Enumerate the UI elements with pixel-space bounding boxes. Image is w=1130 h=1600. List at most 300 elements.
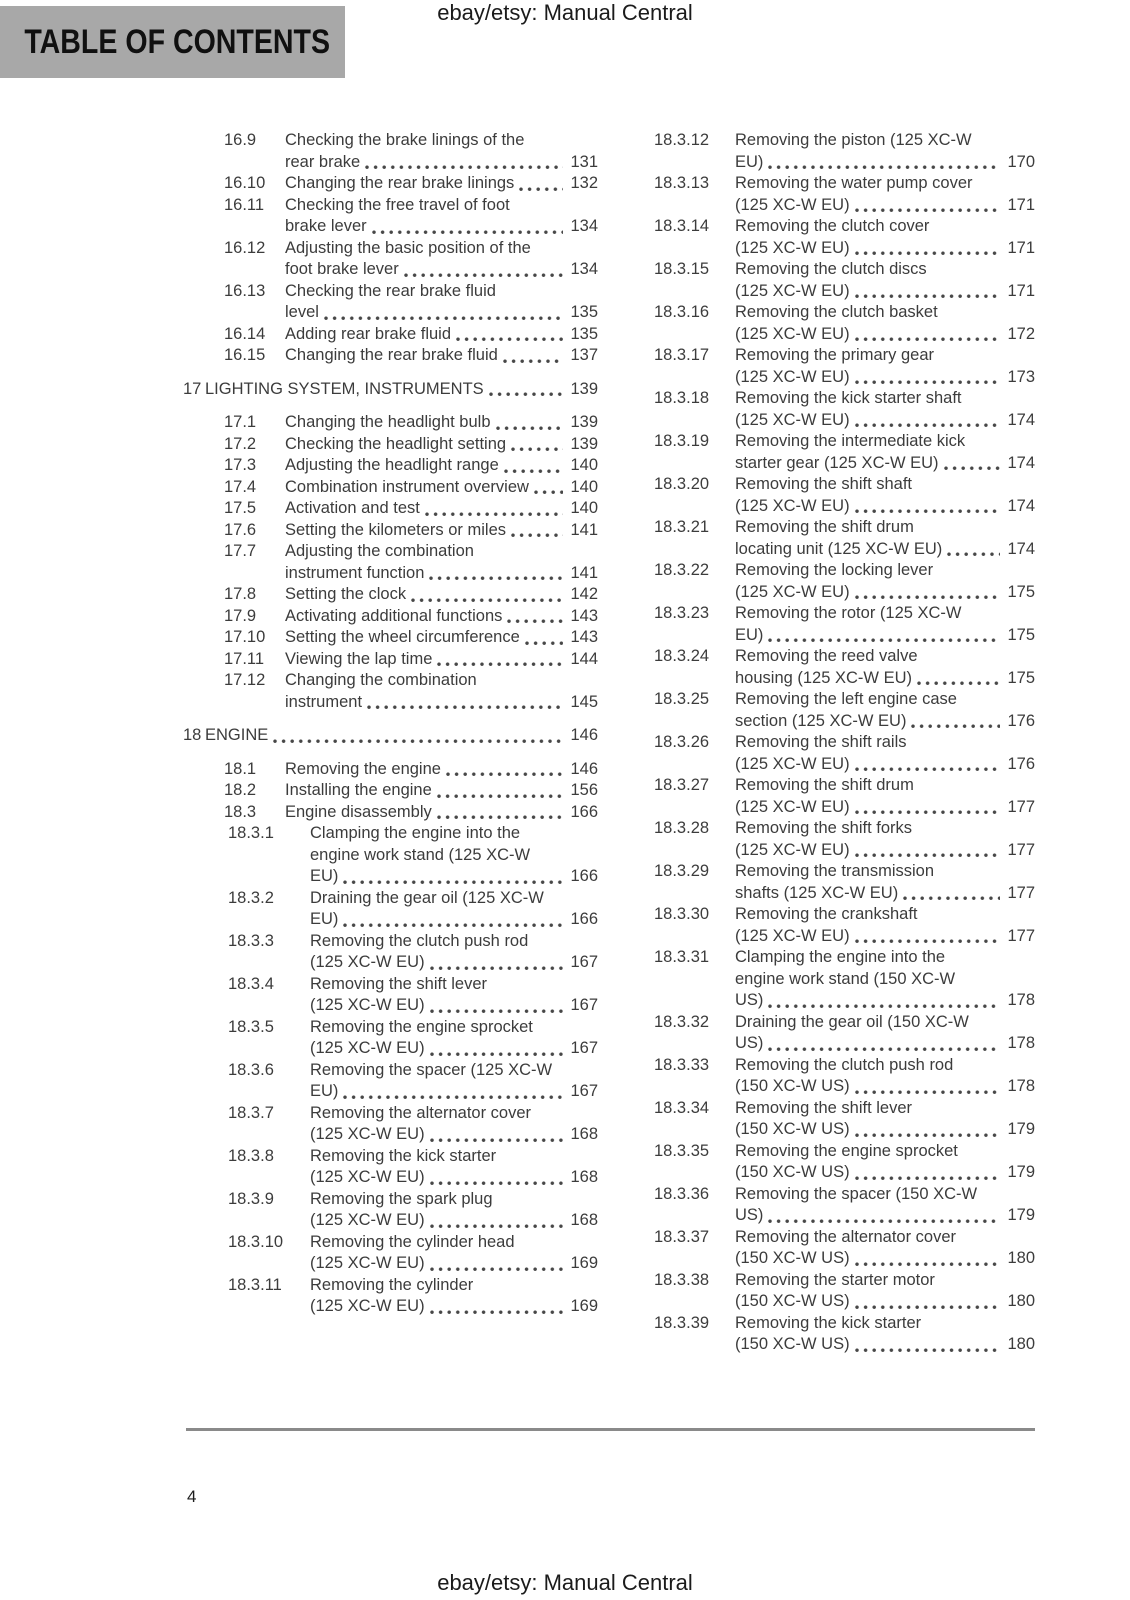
- toc-entry-lastline: [310, 1124, 598, 1146]
- toc-entry: [654, 517, 1035, 560]
- toc-entry-body: [310, 1103, 598, 1146]
- toc-entry-body: [285, 520, 598, 542]
- toc-entry-title: Changing the headlight bulb: [285, 413, 491, 431]
- toc-entry-line: Removing the shift shaft: [735, 475, 913, 493]
- toc-entry: [183, 649, 598, 671]
- toc-entry-title: LIGHTING SYSTEM, INSTRUMENTS: [205, 379, 484, 398]
- toc-entry-line: Checking the free travel of foot: [285, 195, 510, 214]
- dot-leader: [437, 794, 564, 799]
- toc-entry-body: [735, 818, 1035, 861]
- toc-entry-number: 18.3.14: [654, 217, 710, 235]
- toc-entry: [183, 412, 598, 434]
- toc-entry-lastline: [310, 1167, 598, 1189]
- toc-entry-title: (125 XC-W EU): [310, 1168, 425, 1186]
- toc-entry-lastline: [735, 1205, 1035, 1227]
- toc-entry-lastline: [735, 539, 1035, 561]
- toc-entry-body: [310, 1189, 598, 1232]
- dot-leader: [855, 853, 1001, 858]
- toc-entry-page: 143: [570, 606, 598, 625]
- toc-entry-number: 17.5: [224, 499, 257, 517]
- toc-entry-body: [735, 388, 1035, 431]
- toc-entry-body: [310, 1017, 598, 1060]
- dot-leader: [768, 165, 1000, 170]
- toc-entry-line: Adjusting the combination: [285, 542, 474, 560]
- toc-entry-page: 135: [570, 324, 598, 343]
- dot-leader: [430, 966, 564, 971]
- toc-entry-body: [310, 1275, 598, 1318]
- toc-entry-line: Removing the clutch push rod: [310, 931, 529, 950]
- toc-entry-number: 18.3.29: [654, 862, 710, 880]
- toc-entry-lastline: [285, 345, 598, 367]
- toc-entry-number: 18.3.4: [228, 974, 274, 993]
- toc-entry-page: 169: [570, 1297, 598, 1315]
- toc-entry: [183, 173, 598, 195]
- toc-entry-line: Removing the crankshaft: [735, 905, 918, 923]
- toc-entry-line: Removing the engine sprocket: [735, 1141, 958, 1160]
- toc-entry: [183, 1275, 598, 1318]
- toc-entry-body: [285, 627, 598, 649]
- dot-leader: [525, 641, 564, 646]
- dot-leader: [437, 815, 564, 820]
- toc-entry-line: Removing the alternator cover: [735, 1227, 957, 1246]
- toc-entry-number: 17.12: [224, 671, 266, 689]
- toc-entry-number: 18.3.8: [228, 1146, 274, 1165]
- toc-entry-line: Removing the primary gear: [735, 346, 934, 364]
- toc-entry-page: 146: [570, 726, 598, 744]
- toc-entry-number: 18.3.21: [654, 518, 710, 536]
- toc-entry-lastline: [205, 725, 598, 747]
- toc-entry: [654, 1141, 1035, 1184]
- toc-entry-body: [735, 1012, 1035, 1055]
- dot-leader: [855, 1305, 1001, 1310]
- toc-entry-page: 175: [1007, 625, 1035, 644]
- dot-leader: [430, 1267, 564, 1272]
- toc-entry: [183, 802, 598, 824]
- toc-entry-body: [285, 238, 598, 281]
- toc-entry-title: (125 XC-W EU): [735, 840, 850, 859]
- toc-entry-body: [285, 541, 598, 584]
- dot-leader: [429, 576, 563, 581]
- toc-entry-number: 17: [183, 379, 202, 398]
- toc-entry-lastline: [285, 498, 598, 520]
- toc-entry-title: housing (125 XC-W EU): [735, 668, 912, 687]
- toc-entry: [183, 627, 598, 649]
- dot-leader: [519, 187, 563, 192]
- toc-entry-title: Engine disassembly: [285, 802, 432, 821]
- toc-entry-line: Removing the spacer (125 XC-W: [310, 1060, 553, 1079]
- toc-entry-number: 18.3.1: [228, 824, 274, 842]
- toc-entry-line: engine work stand (150 XC-W: [735, 969, 956, 988]
- toc-entry: [183, 434, 598, 456]
- toc-entry-lastline: [735, 496, 1035, 518]
- dot-leader: [917, 681, 1000, 686]
- toc-entry-page: 172: [1007, 324, 1035, 343]
- toc-entry: [183, 974, 598, 1017]
- toc-entry-body: [285, 434, 598, 456]
- toc-entry-page: 171: [1007, 238, 1035, 257]
- toc-entry-number: 18.3.18: [654, 389, 710, 407]
- toc-entry: [183, 1146, 598, 1189]
- toc-entry-title: EU): [735, 625, 764, 644]
- toc-entry-number: 18.3.10: [228, 1232, 284, 1251]
- dot-leader: [446, 772, 564, 777]
- toc-entry-title: Installing the engine: [285, 781, 432, 799]
- toc-entry-line: Removing the kick starter: [735, 1313, 922, 1332]
- toc-entry: [654, 345, 1035, 388]
- toc-entry-lastline: [735, 926, 1035, 948]
- toc-entry-page: 131: [570, 152, 598, 171]
- dot-leader: [855, 294, 1001, 299]
- toc-entry-lastline: [310, 866, 598, 888]
- toc-entry-page: 137: [570, 346, 598, 364]
- toc-entry-page: 174: [1007, 496, 1035, 515]
- toc-entry-number: 16.9: [224, 131, 257, 149]
- dot-leader: [324, 316, 564, 321]
- dot-leader: [855, 251, 1001, 256]
- toc-entry: [183, 606, 598, 628]
- toc-entry-body: [310, 1060, 598, 1103]
- footer-divider: [186, 1428, 1035, 1431]
- dot-leader: [855, 423, 1001, 428]
- dot-leader: [855, 1262, 1001, 1267]
- toc-entry: [654, 388, 1035, 431]
- toc-entry-line: Removing the clutch discs: [735, 260, 927, 278]
- toc-entry-line: Removing the engine sprocket: [310, 1017, 533, 1036]
- toc-entry: [183, 1060, 598, 1103]
- toc-entry-title: Activation and test: [285, 499, 420, 517]
- toc-entry: [183, 281, 598, 324]
- toc-entry-title: (125 XC-W EU): [735, 797, 850, 816]
- toc-entry-page: 180: [1007, 1335, 1035, 1353]
- toc-entry-body: [285, 606, 598, 628]
- toc-entry: [183, 520, 598, 542]
- toc-entry-lastline: [285, 216, 598, 238]
- toc-entry-title: (125 XC-W EU): [735, 582, 850, 601]
- toc-entry-body: [310, 1146, 598, 1189]
- dot-leader: [855, 767, 1001, 772]
- toc-entry-lastline: [310, 1253, 598, 1275]
- toc-entry-body: [310, 823, 598, 888]
- dot-leader: [430, 1181, 564, 1186]
- toc-entry: [183, 1232, 598, 1275]
- toc-entry-page: 144: [570, 649, 598, 668]
- toc-entry-page: 177: [1007, 926, 1035, 945]
- toc-entry: [654, 861, 1035, 904]
- toc-entry-body: [735, 560, 1035, 603]
- toc-entry-number: 16.14: [224, 324, 266, 343]
- toc-entry-line: Clamping the engine into the: [310, 824, 521, 842]
- toc-entry-number: 18.3.33: [654, 1055, 710, 1074]
- toc-entry-lastline: [735, 1334, 1035, 1356]
- toc-entry-number: 18.3.37: [654, 1227, 710, 1246]
- toc-entry-page: 139: [570, 413, 598, 431]
- toc-entry-title: EU): [310, 867, 339, 885]
- toc-entry-body: [285, 759, 598, 781]
- dot-leader: [903, 896, 1000, 901]
- dot-leader: [855, 1133, 1001, 1138]
- dot-leader: [855, 939, 1001, 944]
- toc-entry: [654, 474, 1035, 517]
- toc-entry-title: EU): [310, 1082, 339, 1100]
- toc-entry-title: EU): [310, 910, 339, 928]
- dot-leader: [430, 1009, 564, 1014]
- toc-entry-line: Removing the spark plug: [310, 1189, 493, 1208]
- toc-entry-lastline: [735, 840, 1035, 862]
- toc-entry: [183, 780, 598, 802]
- toc-entry-page: 140: [570, 477, 598, 496]
- toc-entry: [183, 725, 598, 747]
- toc-entry-number: 18.3.30: [654, 905, 710, 923]
- toc-entry: [183, 345, 598, 367]
- toc-entry-line: Removing the shift lever: [735, 1098, 912, 1117]
- toc-entry: [183, 379, 598, 401]
- dot-leader: [768, 1047, 1000, 1052]
- toc-entry-line: Clamping the engine into the: [735, 948, 946, 966]
- toc-entry-lastline: [310, 1210, 598, 1232]
- dot-leader: [343, 1095, 563, 1100]
- toc-entry-page: 134: [570, 260, 598, 278]
- toc-entry-lastline: [285, 152, 598, 174]
- toc-entry-number: 18.3.27: [654, 776, 710, 794]
- dot-leader: [944, 466, 1001, 471]
- dot-leader: [404, 273, 564, 278]
- toc-entry-line: Removing the shift forks: [735, 819, 912, 837]
- toc-entry-lastline: [310, 1081, 598, 1103]
- dot-leader: [496, 426, 564, 431]
- toc-entry-title: Combination instrument overview: [285, 477, 529, 496]
- dot-leader: [507, 619, 563, 624]
- toc-entry-page: 167: [570, 1039, 598, 1057]
- toc-entry-lastline: [285, 455, 598, 477]
- toc-entry-number: 18.1: [224, 759, 257, 778]
- toc-entry-number: 17.8: [224, 585, 257, 603]
- toc-entry: [183, 541, 598, 584]
- toc-entry: [183, 498, 598, 520]
- toc-entry-body: [735, 302, 1035, 345]
- toc-entry-line: Draining the gear oil (125 XC-W: [310, 888, 544, 907]
- toc-entry-number: 17.7: [224, 542, 257, 560]
- toc-entry-number: 17.4: [224, 477, 257, 496]
- toc-entry-title: Changing the rear brake fluid: [285, 346, 498, 364]
- toc-entry-page: 134: [570, 217, 598, 235]
- toc-entry-number: 18.3.34: [654, 1098, 710, 1117]
- toc-entry-page: 178: [1007, 1034, 1035, 1052]
- toc-entry-title: rear brake: [285, 152, 361, 171]
- toc-entry-number: 17.9: [224, 606, 257, 625]
- toc-entry-lastline: [285, 324, 598, 346]
- dot-leader: [855, 1090, 1001, 1095]
- toc-entry-number: 18.3.20: [654, 475, 710, 493]
- toc-entry-body: [285, 195, 598, 238]
- toc-entry-page: 175: [1007, 668, 1035, 687]
- toc-entry-page: 135: [570, 303, 598, 321]
- toc-entry-title: (125 XC-W EU): [735, 281, 850, 300]
- toc-entry-page: 179: [1007, 1206, 1035, 1224]
- dot-leader: [343, 880, 563, 885]
- toc-entry-lastline: [735, 238, 1035, 260]
- dot-leader: [456, 337, 563, 342]
- toc-entry-lastline: [735, 668, 1035, 690]
- toc-entry-page: 166: [570, 910, 598, 928]
- toc-entry-lastline: [735, 195, 1035, 217]
- dot-leader: [430, 1224, 564, 1229]
- dot-leader: [855, 810, 1001, 815]
- toc-entry-number: 18.3.32: [654, 1012, 710, 1031]
- toc-entry-title: (150 XC-W US): [735, 1292, 850, 1310]
- toc-entry-line: Removing the piston (125 XC-W: [735, 131, 972, 149]
- toc-entry-title: instrument: [285, 692, 363, 711]
- toc-entry: [183, 477, 598, 499]
- toc-entry: [183, 1017, 598, 1060]
- toc-entry-title: (125 XC-W EU): [735, 754, 850, 773]
- dot-leader: [855, 1348, 1001, 1353]
- toc-entry: [654, 1313, 1035, 1356]
- dot-leader: [855, 595, 1001, 600]
- toc-entry-lastline: [285, 802, 598, 824]
- toc-entry-title: Checking the headlight setting: [285, 434, 507, 453]
- toc-entry-title: (125 XC-W EU): [735, 926, 850, 945]
- toc-entry-title: locating unit (125 XC-W EU): [735, 539, 943, 558]
- toc-entry-line: Removing the cylinder head: [310, 1232, 515, 1251]
- toc-entry-lastline: [310, 952, 598, 974]
- toc-entry-number: 18.3.12: [654, 131, 710, 149]
- toc-entry-page: 141: [570, 563, 598, 582]
- toc-entry-lastline: [285, 434, 598, 456]
- toc-entry-title: Setting the wheel circumference: [285, 628, 520, 646]
- toc-entry: [654, 689, 1035, 732]
- toc-entry-title: (125 XC-W EU): [310, 953, 425, 971]
- toc-entry-body: [735, 1098, 1035, 1141]
- toc-entry-lastline: [285, 520, 598, 542]
- toc-entry-body: [735, 345, 1035, 388]
- toc-entry-title: level: [285, 303, 319, 321]
- toc-entry-number: 18.3.5: [228, 1017, 274, 1036]
- toc-entry-body: [310, 974, 598, 1017]
- toc-entry-line: Adjusting the basic position of the: [285, 238, 531, 257]
- toc-entry-title: Adjusting the headlight range: [285, 456, 499, 474]
- toc-entry-line: Removing the spacer (150 XC-W: [735, 1184, 978, 1203]
- toc-entry-line: Removing the reed valve: [735, 647, 918, 665]
- toc-entry-lastline: [735, 625, 1035, 647]
- toc-entry-body: [735, 431, 1035, 474]
- toc-entry-number: 17.10: [224, 628, 266, 646]
- toc-entry-line: Removing the left engine case: [735, 690, 957, 708]
- toc-entry-line: Removing the shift drum: [735, 518, 914, 536]
- toc-entry-body: [735, 732, 1035, 775]
- toc-entry: [183, 238, 598, 281]
- toc-entry: [654, 732, 1035, 775]
- toc-column-left: [183, 130, 598, 1318]
- toc-entry-title: instrument function: [285, 563, 425, 582]
- toc-entry-number: 16.15: [224, 346, 266, 364]
- toc-entry-body: [735, 517, 1035, 560]
- toc-entry-lastline: [735, 1033, 1035, 1055]
- toc-entry-lastline: [205, 379, 598, 401]
- toc-entry-body: [285, 584, 598, 606]
- page-number: 4: [187, 1487, 197, 1506]
- toc-entry-body: [285, 324, 598, 346]
- toc-entry-title: Changing the rear brake linings: [285, 174, 515, 192]
- toc-entry-page: 167: [570, 996, 598, 1014]
- toc-entry-body: [735, 474, 1035, 517]
- toc-entry-title: (125 XC-W EU): [310, 1211, 425, 1229]
- toc-entry-lastline: [735, 754, 1035, 776]
- toc-entry-title: section (125 XC-W EU): [735, 711, 907, 730]
- toc-entry-body: [735, 173, 1035, 216]
- toc-entry-number: 16.13: [224, 281, 266, 300]
- toc-entry-title: (125 XC-W EU): [735, 324, 850, 343]
- toc-entry-title: (125 XC-W EU): [310, 996, 425, 1014]
- toc-entry-body: [735, 775, 1035, 818]
- toc-entry-body: [735, 603, 1035, 646]
- toc-entry-page: 179: [1007, 1120, 1035, 1138]
- toc-entry-line: Removing the alternator cover: [310, 1103, 532, 1122]
- toc-entry-line: Checking the brake linings of the: [285, 131, 525, 149]
- dot-leader: [430, 1138, 564, 1143]
- toc-entry-page: 142: [570, 585, 598, 603]
- toc-entry-body: [285, 649, 598, 671]
- toc-entry: [654, 775, 1035, 818]
- toc-entry: [654, 216, 1035, 259]
- toc-entry-page: 176: [1007, 711, 1035, 730]
- toc-entry-body: [285, 780, 598, 802]
- toc-entry: [654, 818, 1035, 861]
- toc-entry-lastline: [735, 990, 1035, 1012]
- dot-leader: [911, 724, 1000, 729]
- toc-entry-body: [735, 1184, 1035, 1227]
- toc-entry: [183, 1189, 598, 1232]
- toc-entry-page: 132: [570, 174, 598, 192]
- toc-entry-title: Viewing the lap time: [285, 649, 433, 668]
- toc-entry-number: 18.3.3: [228, 931, 274, 950]
- toc-entry-number: 18.3.39: [654, 1313, 710, 1332]
- toc-entry-body: [735, 259, 1035, 302]
- toc-entry-body: [310, 1232, 598, 1275]
- toc-entry: [654, 1270, 1035, 1313]
- toc-entry-lastline: [735, 1248, 1035, 1270]
- toc-entry-title: (125 XC-W EU): [735, 238, 850, 257]
- toc-entry-lastline: [735, 1162, 1035, 1184]
- toc-entry-lastline: [735, 367, 1035, 389]
- toc-entry-page: 175: [1007, 582, 1035, 601]
- toc-entry-number: 17.6: [224, 520, 257, 539]
- toc-entry-page: 177: [1007, 840, 1035, 859]
- toc-entry: [654, 1012, 1035, 1055]
- toc-entry: [183, 584, 598, 606]
- dot-leader: [504, 469, 564, 474]
- toc-entry-lastline: [285, 780, 598, 802]
- toc-entry: [654, 1098, 1035, 1141]
- toc-entry-lastline: [735, 324, 1035, 346]
- toc-entry-lastline: [735, 1076, 1035, 1098]
- toc-entry-page: 173: [1007, 367, 1035, 386]
- toc-entry: [654, 1055, 1035, 1098]
- toc-entry-body: [310, 931, 598, 974]
- toc-entry-title: (125 XC-W EU): [735, 367, 850, 386]
- toc-entry-number: 16.12: [224, 238, 266, 257]
- toc-entry-body: [735, 1141, 1035, 1184]
- toc-entry-line: Removing the shift lever: [310, 974, 487, 993]
- toc-entry-title: starter gear (125 XC-W EU): [735, 453, 939, 472]
- toc-entry-line: Removing the clutch basket: [735, 303, 938, 321]
- toc-entry-lastline: [735, 711, 1035, 733]
- toc-entry-title: shafts (125 XC-W EU): [735, 883, 899, 902]
- toc-entry-number: 18: [183, 726, 202, 744]
- toc-entry-page: 174: [1007, 539, 1035, 558]
- toc-entry-line: Removing the shift rails: [735, 733, 907, 751]
- toc-entry-lastline: [310, 1038, 598, 1060]
- toc-entry-line: Removing the clutch cover: [735, 217, 930, 235]
